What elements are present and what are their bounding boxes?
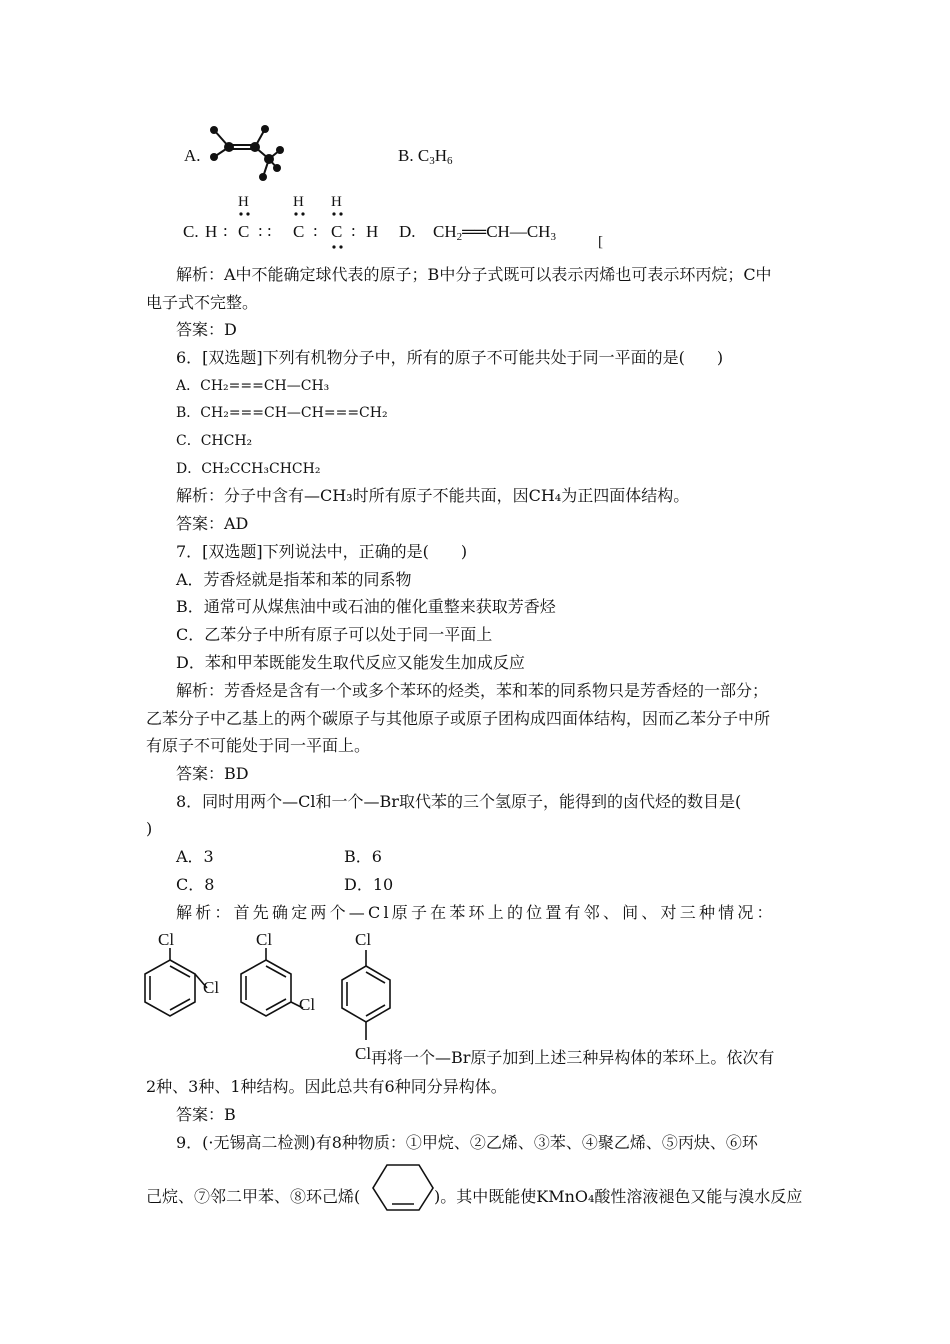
stray-bracket: [	[598, 234, 603, 250]
cl-label: Cl	[355, 1044, 372, 1063]
cyclohexene-icon	[370, 1162, 436, 1214]
q7-answer: 答案：BD	[176, 764, 249, 783]
q8-analysis-line1: 解析：首先确定两个—Cl原子在苯环上的位置有邻、间、对三种情况：	[176, 903, 776, 922]
q7-option-c: C．乙苯分子中所有原子可以处于同一平面上	[176, 625, 493, 644]
q5-c-carbon1: C	[238, 222, 250, 241]
q5-c-top-h3: H	[331, 194, 342, 210]
q8-option-a: A．3	[176, 847, 214, 866]
q8-stem-line2: )	[146, 819, 153, 838]
q5-answer: 答案：D	[176, 320, 237, 339]
q5-c-colon3: :	[313, 221, 318, 240]
q8-answer: 答案：B	[176, 1105, 236, 1124]
cl-label: Cl	[256, 930, 273, 949]
q5-c-h-right: H	[366, 222, 379, 241]
q5-c-carbon3: C	[331, 222, 343, 241]
q6-option-d: D．CH₂CCH₃CHCH₂	[176, 461, 321, 477]
q5-option-b: B. $C_3H_6$	[398, 146, 453, 167]
q5-c-colon4: :	[351, 221, 356, 240]
q6-option-b: B．CH₂===CH—CH===CH₂	[176, 405, 388, 421]
q7-option-b: B．通常可从煤焦油中或石油的催化重整来获取芳香烃	[176, 597, 556, 616]
q5-option-d-label: D.	[399, 222, 416, 241]
q6-stem: 6．[双选题]下列有机物分子中，所有的原子不可能共处于同一平面的是( )	[176, 348, 724, 367]
q5-option-a-label: A.	[184, 146, 201, 165]
q7-option-d: D．苯和甲苯既能发生取代反应又能发生加成反应	[176, 653, 525, 672]
q5-analysis-line2: 电子式不完整。	[146, 293, 259, 312]
q5-option-c-label: C.	[183, 222, 199, 241]
ortho-dichlorobenzene-icon	[140, 930, 240, 1030]
q7-analysis-line3: 有原子不可能处于同一平面上。	[146, 736, 371, 755]
q6-option-a: A．CH₂===CH—CH₃	[176, 378, 330, 394]
q7-analysis-line2: 乙苯分子中乙基上的两个碳原子与其他原子或原子团构成四面体结构，因而乙苯分子中所	[146, 709, 771, 728]
q5-c-h-left: H	[205, 222, 218, 241]
q8-analysis-line3: 2种、3种、1种结构。因此总共有6种同分异构体。	[146, 1077, 507, 1096]
q5-c-top-h1: H	[238, 194, 249, 210]
cl-label: Cl	[158, 930, 175, 949]
q5-analysis-line1: 解析：A中不能确定球代表的原子；B中分子式既可以表示丙烯也可表示环丙烷；C中	[176, 265, 772, 284]
cl-label: Cl	[203, 978, 220, 997]
q5-c-carbon2: C	[293, 222, 305, 241]
q7-stem: 7．[双选题]下列说法中，正确的是( )	[176, 542, 468, 561]
q6-option-c: C．CHCH₂	[176, 433, 253, 449]
q7-analysis-line1: 解析：芳香烃是含有一个或多个苯环的烃类，苯和苯的同系物只是芳香烃的一部分；	[176, 681, 769, 700]
q8-stem-line1: 8．同时用两个—Cl和一个—Br取代苯的三个氢原子，能得到的卤代烃的数目是(	[176, 792, 742, 811]
q8-option-b: B．6	[344, 847, 382, 866]
meta-dichlorobenzene-icon	[238, 930, 338, 1030]
cl-label: Cl	[355, 930, 372, 949]
cl-label: Cl	[299, 995, 316, 1014]
q9-line1: 9．(·无锡高二检测)有8种物质：①甲烷、②乙烯、③苯、④聚乙烯、⑤丙炔、⑥环	[176, 1133, 758, 1152]
q8-analysis-line2: 再将一个—Br原子加到上述三种异构体的苯环上。依次有	[371, 1048, 775, 1067]
q6-analysis: 解析：分子中含有—CH₃时所有原子不能共面，因CH₄为正四面体结构。	[176, 486, 690, 505]
q7-option-a: A．芳香烃就是指苯和苯的同系物	[176, 570, 412, 589]
q5-c-top-h2: H	[293, 194, 304, 210]
q9-line2-b: )。其中既能使KMnO₄酸性溶液褪色又能与溴水反应	[434, 1187, 803, 1206]
q5-c-colon2: : :	[258, 221, 272, 240]
q8-option-d: D．10	[344, 875, 394, 894]
q8-option-c: C．8	[176, 875, 215, 894]
q5-option-d-formula: $CH_2══CH—CH_3$	[433, 222, 556, 243]
q5-c-colon1: :	[223, 221, 228, 240]
ball-stick-model-icon	[205, 122, 285, 184]
q6-answer: 答案：AD	[176, 514, 249, 533]
q9-line2-a: 己烷、⑦邻二甲苯、⑧环己烯(	[146, 1187, 361, 1206]
